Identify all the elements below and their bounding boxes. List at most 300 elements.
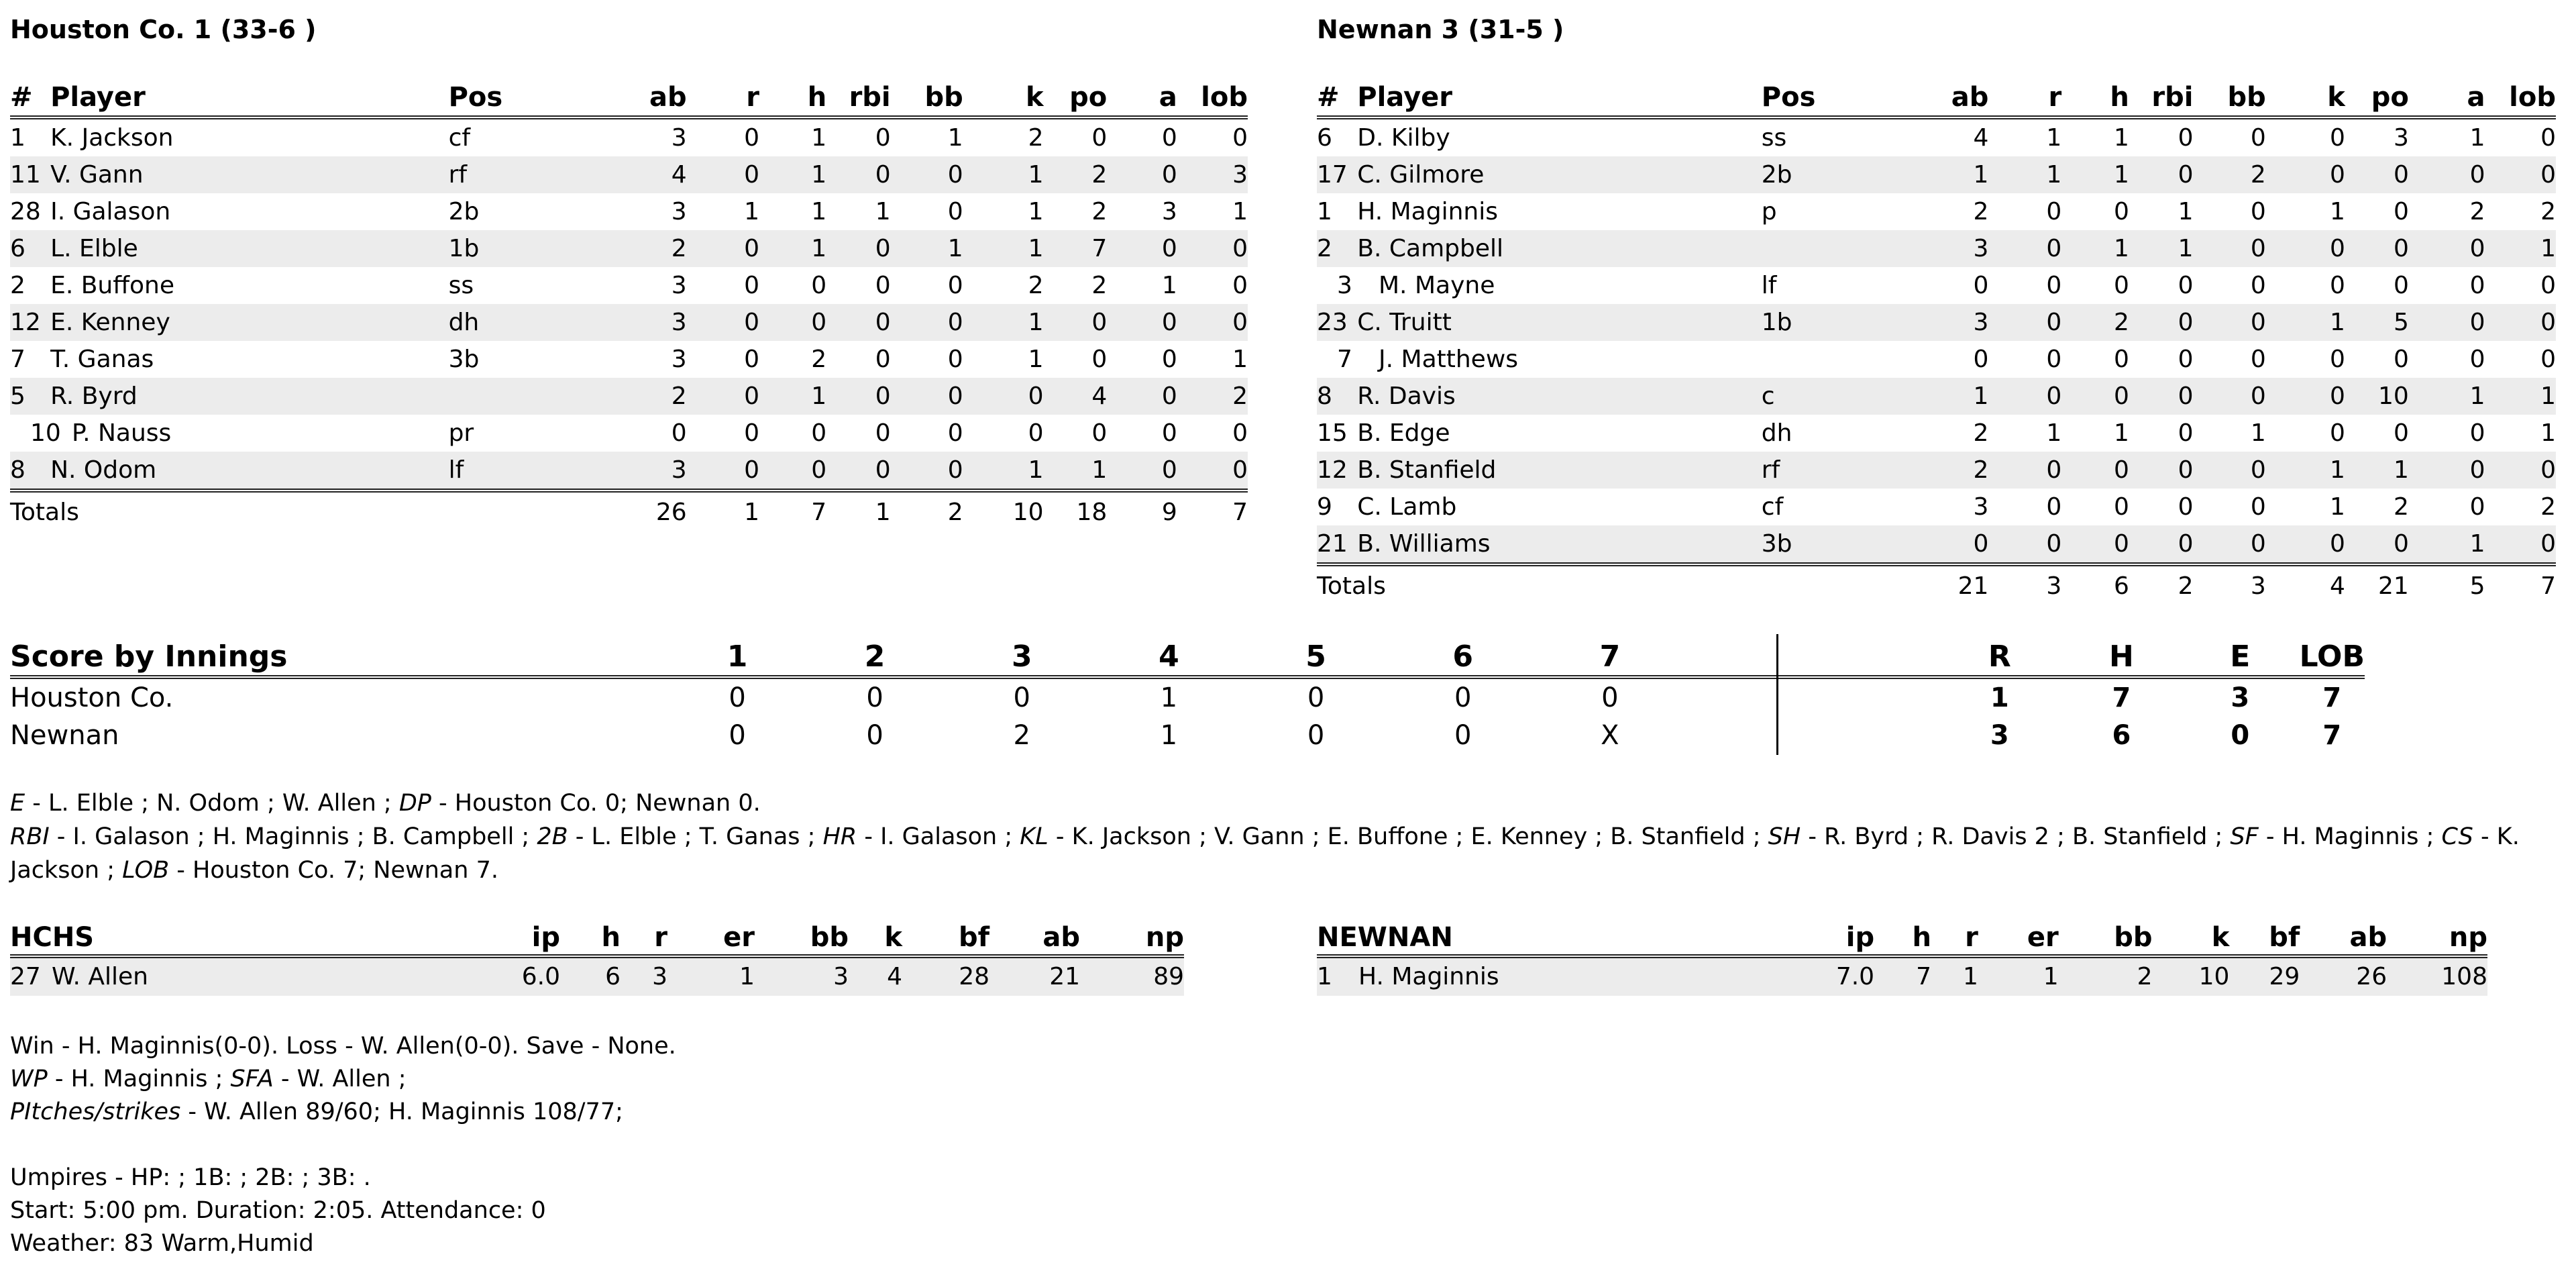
stat-h: 1 bbox=[759, 378, 826, 415]
game-footer bbox=[10, 1030, 676, 1260]
stat-ab: 3 bbox=[671, 272, 687, 299]
stat-h: 1 bbox=[759, 230, 826, 267]
home-col-po: po bbox=[2345, 75, 2409, 117]
stat-a: 0 bbox=[1107, 304, 1177, 341]
innings-divider bbox=[1776, 634, 1778, 755]
away-col-ab: ab bbox=[543, 75, 686, 117]
player-name: L. Elble bbox=[50, 230, 448, 267]
summary-header-h: H bbox=[2062, 636, 2181, 677]
away-col-po: po bbox=[1044, 75, 1108, 117]
stat-k: 0 bbox=[2266, 378, 2345, 415]
pitch-stat-er: 1 bbox=[667, 956, 755, 996]
note-label-sh: SH bbox=[1768, 823, 1801, 850]
stat-ab: 4 bbox=[1973, 124, 1989, 152]
stat-r: 1 bbox=[2046, 419, 2062, 447]
stat-r: 0 bbox=[687, 452, 759, 491]
inning-header-2: 2 bbox=[802, 636, 949, 677]
stat-ab: 0 bbox=[1973, 346, 1989, 373]
away-pcol-bf: bf bbox=[902, 918, 989, 956]
stat-po: 3 bbox=[2393, 124, 2409, 152]
stat-r: 0 bbox=[1988, 304, 2061, 341]
stat-k: 0 bbox=[2266, 525, 2345, 564]
innings-header-row bbox=[10, 636, 2365, 677]
total-rbi: 2 bbox=[2129, 564, 2194, 605]
stat-a: 2 bbox=[2469, 198, 2485, 225]
note-label-rbi: RBI bbox=[10, 823, 50, 850]
inning-score-1: 0 bbox=[729, 720, 746, 751]
stat-bb: 0 bbox=[891, 156, 963, 193]
stat-a: 0 bbox=[2469, 346, 2485, 373]
wp-label: WP bbox=[10, 1066, 48, 1092]
home-pcol-bb: bb bbox=[2059, 918, 2153, 956]
home-col-k: k bbox=[2266, 75, 2345, 117]
totals-label: Totals bbox=[1317, 564, 1857, 605]
away-col-a: a bbox=[1107, 75, 1177, 117]
innings-team-row bbox=[10, 717, 2365, 754]
stat-bb: 0 bbox=[947, 419, 963, 447]
innings-title: Score by Innings bbox=[10, 636, 674, 677]
stat-rbi: 0 bbox=[826, 378, 890, 415]
stat-rbi: 0 bbox=[2129, 156, 2194, 193]
total-r: 3 bbox=[1988, 564, 2061, 605]
stat-h: 0 bbox=[2113, 198, 2129, 225]
player-number: 28 bbox=[10, 198, 41, 225]
pitcher-row bbox=[1317, 956, 2487, 996]
table-row bbox=[1317, 230, 2556, 267]
home-pcol-k: k bbox=[2153, 918, 2230, 956]
note-text: - L. Elble ; T. Ganas ; bbox=[568, 823, 823, 850]
summary-h: 7 bbox=[2112, 682, 2131, 713]
player-number: 1 bbox=[10, 124, 25, 152]
away-pcol-ab: ab bbox=[989, 918, 1080, 956]
home-col-num: # bbox=[1317, 75, 1357, 117]
player-name: P. Nauss bbox=[72, 419, 172, 447]
stat-k: 0 bbox=[963, 378, 1044, 415]
table-row bbox=[1317, 117, 2556, 156]
stat-ab: 2 bbox=[1973, 198, 1989, 225]
totals-row bbox=[10, 491, 1248, 531]
note-text: - I. Galason ; H. Maginnis ; B. Campbell ; bbox=[49, 823, 537, 850]
away-pcol-h: h bbox=[560, 918, 621, 956]
pitch-stat-np: 108 bbox=[2387, 956, 2487, 996]
summary-header-lob: LOB bbox=[2300, 636, 2365, 677]
stat-po: 10 bbox=[2345, 378, 2409, 415]
stat-a: 1 bbox=[2469, 124, 2485, 152]
note-text: - K. Jackson ; V. Gann ; E. Buffone ; E. Kenney ; B. Stanfield ; bbox=[1048, 823, 1768, 850]
table-row bbox=[1317, 489, 2556, 525]
total-h: 6 bbox=[2061, 564, 2129, 605]
stat-h: 1 bbox=[2113, 419, 2129, 447]
stat-a: 1 bbox=[2409, 378, 2485, 415]
stat-h: 2 bbox=[811, 346, 827, 373]
notes-line-batting bbox=[10, 820, 2566, 887]
player-name: R. Davis bbox=[1357, 378, 1762, 415]
player-position: 1b bbox=[449, 230, 544, 267]
pitch-stat-r: 1 bbox=[1931, 956, 1978, 996]
stat-lob: 1 bbox=[2485, 230, 2556, 267]
table-row bbox=[10, 193, 1248, 230]
stat-bb: 1 bbox=[891, 230, 963, 267]
player-name: E. Kenney bbox=[50, 304, 448, 341]
stat-h: 0 bbox=[759, 304, 826, 341]
player-position: cf bbox=[448, 124, 471, 152]
player-number: 1 bbox=[1317, 198, 1332, 225]
stat-rbi: 0 bbox=[2178, 124, 2194, 152]
stat-r: 0 bbox=[687, 378, 759, 415]
table-row bbox=[1317, 267, 2556, 304]
player-name: B. Williams bbox=[1357, 525, 1762, 564]
pitch-stat-ip: 7.0 bbox=[1836, 956, 1874, 996]
stat-rbi: 0 bbox=[2178, 493, 2194, 521]
stat-r: 0 bbox=[687, 156, 759, 193]
stat-rbi: 0 bbox=[2129, 452, 2194, 489]
pitch-stat-np: 89 bbox=[1080, 956, 1184, 996]
player-position: rf bbox=[449, 156, 544, 193]
stat-po: 2 bbox=[1091, 198, 1108, 225]
pitch-stat-k: 4 bbox=[849, 956, 902, 996]
stat-lob: 0 bbox=[1177, 304, 1248, 341]
pitcher-number: 27 bbox=[10, 963, 41, 990]
stat-a: 0 bbox=[2409, 156, 2485, 193]
player-number: 21 bbox=[1317, 525, 1357, 564]
home-col-player: Player bbox=[1357, 75, 1762, 117]
total-bb: 2 bbox=[891, 491, 963, 531]
pitch-stat-bb: 2 bbox=[2059, 956, 2153, 996]
stat-k: 1 bbox=[1028, 346, 1044, 373]
stat-r: 0 bbox=[744, 346, 759, 373]
home-col-lob: lob bbox=[2485, 75, 2556, 117]
stat-bb: 0 bbox=[947, 198, 963, 225]
stat-k: 0 bbox=[2330, 419, 2345, 447]
player-number: 9 bbox=[1317, 493, 1332, 521]
stat-rbi: 0 bbox=[2129, 378, 2194, 415]
stat-r: 0 bbox=[1988, 230, 2061, 267]
player-position: 2b bbox=[1762, 156, 1857, 193]
inning-score-4: 1 bbox=[1160, 682, 1178, 713]
stat-ab: 0 bbox=[1973, 272, 1989, 299]
stat-r: 0 bbox=[2046, 493, 2062, 521]
inning-header-1: 1 bbox=[674, 636, 802, 677]
player-cell bbox=[1317, 267, 1762, 304]
total-h: 7 bbox=[759, 491, 826, 531]
pitch-stat-bb: 3 bbox=[755, 956, 849, 996]
pitch-stat-bf: 29 bbox=[2229, 956, 2300, 996]
player-number: 11 bbox=[10, 156, 50, 193]
stat-h: 0 bbox=[2113, 272, 2129, 299]
player-number: 15 bbox=[1317, 419, 1348, 447]
home-pcol-np: np bbox=[2387, 918, 2487, 956]
stat-a: 0 bbox=[1161, 419, 1177, 447]
stat-po: 5 bbox=[2345, 304, 2409, 341]
stat-a: 0 bbox=[2409, 304, 2485, 341]
player-position bbox=[1762, 341, 1857, 378]
home-batting-table bbox=[1317, 75, 2556, 605]
stat-r: 0 bbox=[1988, 525, 2061, 564]
stat-ab: 0 bbox=[671, 419, 687, 447]
stat-po: 4 bbox=[1044, 378, 1108, 415]
stat-lob: 3 bbox=[1177, 156, 1248, 193]
stat-ab: 3 bbox=[1857, 230, 1989, 267]
table-row bbox=[1317, 304, 2556, 341]
stat-k: 1 bbox=[963, 452, 1044, 491]
player-name: E. Buffone bbox=[50, 272, 175, 299]
stat-lob: 0 bbox=[2485, 304, 2556, 341]
summary-e: 0 bbox=[2231, 720, 2250, 751]
stat-bb: 0 bbox=[891, 304, 963, 341]
summary-lob: 7 bbox=[2322, 682, 2342, 713]
away-pcol-er: er bbox=[667, 918, 755, 956]
away-pcol-r: r bbox=[621, 918, 667, 956]
summary-h: 6 bbox=[2112, 720, 2131, 751]
player-number: 8 bbox=[10, 452, 50, 491]
away-rows bbox=[10, 117, 1248, 531]
player-name: C. Lamb bbox=[1357, 493, 1457, 521]
inning-score-7: X bbox=[1601, 720, 1619, 751]
home-pitching-header bbox=[1317, 918, 2487, 956]
stat-rbi: 0 bbox=[2178, 346, 2194, 373]
pitcher-number: 1 bbox=[1317, 963, 1332, 990]
stat-a: 0 bbox=[1107, 452, 1177, 491]
decisions-line: Win - H. Maginnis(0-0). Loss - W. Allen(0-0). Save - None. bbox=[10, 1033, 676, 1060]
stat-rbi: 0 bbox=[2178, 272, 2194, 299]
stat-bb: 0 bbox=[2250, 124, 2266, 152]
inning-score-5: 0 bbox=[1307, 682, 1325, 713]
totals-label: Totals bbox=[10, 491, 543, 531]
stat-po: 0 bbox=[1091, 346, 1108, 373]
stat-k: 0 bbox=[2266, 156, 2345, 193]
stat-rbi: 0 bbox=[875, 346, 891, 373]
summary-header-r: R bbox=[1937, 636, 2062, 677]
stat-h: 0 bbox=[2061, 525, 2129, 564]
player-name: N. Odom bbox=[50, 452, 448, 491]
total-ab: 26 bbox=[543, 491, 686, 531]
stat-lob: 2 bbox=[2540, 198, 2556, 225]
stat-k: 1 bbox=[2330, 198, 2345, 225]
player-name: B. Edge bbox=[1357, 419, 1450, 447]
stat-a: 0 bbox=[1107, 230, 1177, 267]
inning-score-7: 0 bbox=[1601, 682, 1619, 713]
innings-team-row bbox=[10, 677, 2365, 717]
pitcher-cell bbox=[1317, 956, 1836, 996]
away-col-player: Player bbox=[50, 75, 448, 117]
stat-a: 3 bbox=[1161, 198, 1177, 225]
stat-lob: 0 bbox=[1232, 272, 1248, 299]
inning-score-6: 0 bbox=[1454, 720, 1472, 751]
total-a: 5 bbox=[2409, 564, 2485, 605]
pitch-stat-ab: 26 bbox=[2300, 956, 2387, 996]
player-name: R. Byrd bbox=[50, 378, 448, 415]
stat-h: 1 bbox=[759, 156, 826, 193]
stat-po: 0 bbox=[2345, 230, 2409, 267]
stat-ab: 3 bbox=[543, 452, 686, 491]
player-number: 10 bbox=[30, 419, 61, 447]
stat-a: 0 bbox=[2409, 452, 2485, 489]
home-col-a: a bbox=[2409, 75, 2485, 117]
stat-bb: 0 bbox=[2193, 378, 2265, 415]
notes-line-errors bbox=[10, 786, 2566, 820]
inning-header-3: 3 bbox=[949, 636, 1095, 677]
table-row bbox=[1317, 452, 2556, 489]
inning-score-5: 0 bbox=[1307, 720, 1325, 751]
stat-lob: 0 bbox=[1232, 124, 1248, 152]
player-name: V. Gann bbox=[50, 156, 448, 193]
player-position: pr bbox=[448, 419, 474, 447]
home-pcol-ip: ip bbox=[1836, 918, 1874, 956]
note-label-kl: KL bbox=[1020, 823, 1049, 850]
stat-k: 1 bbox=[1028, 198, 1044, 225]
player-position: rf bbox=[1762, 452, 1857, 489]
note-text: - L. Elble ; N. Odom ; W. Allen ; bbox=[25, 790, 399, 817]
pitch-stat-er: 1 bbox=[1978, 956, 2059, 996]
stat-po: 0 bbox=[2345, 525, 2409, 564]
stat-k: 2 bbox=[1028, 272, 1044, 299]
stat-k: 1 bbox=[2266, 452, 2345, 489]
pitcher-name: W. Allen bbox=[52, 963, 148, 990]
total-k: 4 bbox=[2266, 564, 2345, 605]
stat-rbi: 1 bbox=[2129, 230, 2194, 267]
stat-po: 2 bbox=[1044, 156, 1108, 193]
stat-k: 0 bbox=[2330, 272, 2345, 299]
total-po: 21 bbox=[2345, 564, 2409, 605]
table-row bbox=[1317, 415, 2556, 452]
pitch-stat-r: 3 bbox=[621, 956, 667, 996]
total-lob: 7 bbox=[1177, 491, 1248, 531]
stat-lob: 2 bbox=[2540, 493, 2556, 521]
inning-score-2: 0 bbox=[866, 720, 883, 751]
stat-r: 0 bbox=[2046, 346, 2062, 373]
stat-lob: 0 bbox=[2485, 156, 2556, 193]
player-name: D. Kilby bbox=[1357, 124, 1450, 152]
game-notes bbox=[10, 786, 2566, 887]
stat-rbi: 0 bbox=[826, 156, 890, 193]
stat-bb: 1 bbox=[2250, 419, 2266, 447]
away-col-bb: bb bbox=[891, 75, 963, 117]
away-pcol-ip: ip bbox=[520, 918, 560, 956]
stat-rbi: 0 bbox=[2178, 419, 2194, 447]
innings-gap bbox=[1683, 636, 1937, 677]
note-label-e: E bbox=[10, 790, 25, 817]
wp-text: - H. Maginnis ; bbox=[47, 1066, 231, 1092]
stat-rbi: 0 bbox=[875, 419, 891, 447]
summary-r: 3 bbox=[1990, 720, 2009, 751]
table-row bbox=[10, 267, 1248, 304]
stat-bb: 2 bbox=[2193, 156, 2265, 193]
away-pitching-rows bbox=[10, 956, 1184, 996]
stat-rbi: 0 bbox=[875, 124, 891, 152]
stat-rbi: 0 bbox=[826, 230, 890, 267]
stat-h: 0 bbox=[2113, 493, 2129, 521]
player-number: 3 bbox=[1337, 272, 1352, 299]
home-col-h: h bbox=[2061, 75, 2129, 117]
away-col-num: # bbox=[10, 75, 50, 117]
home-pcol-h: h bbox=[1874, 918, 1931, 956]
away-header-row bbox=[10, 75, 1248, 117]
away-col-lob: lob bbox=[1177, 75, 1248, 117]
stat-k: 2 bbox=[1028, 124, 1044, 152]
stat-rbi: 0 bbox=[826, 304, 890, 341]
innings-team-name: Newnan bbox=[10, 720, 119, 751]
home-header-row bbox=[1317, 75, 2556, 117]
player-number: 6 bbox=[10, 230, 50, 267]
stat-po: 2 bbox=[1091, 272, 1108, 299]
table-row bbox=[1317, 341, 2556, 378]
stat-lob: 1 bbox=[2540, 419, 2556, 447]
player-name: J. Matthews bbox=[1379, 346, 1519, 373]
stat-r: 0 bbox=[1988, 452, 2061, 489]
stat-a: 0 bbox=[2469, 493, 2485, 521]
spacer bbox=[10, 1129, 676, 1162]
stat-lob: 0 bbox=[1177, 452, 1248, 491]
home-pcol-ab: ab bbox=[2300, 918, 2387, 956]
stat-a: 0 bbox=[2409, 230, 2485, 267]
note-label-lob: LOB bbox=[122, 857, 170, 884]
player-number: 5 bbox=[10, 378, 50, 415]
stat-a: 1 bbox=[2409, 525, 2485, 564]
weather-line: Weather: 83 Warm,Humid bbox=[10, 1230, 314, 1257]
stat-h: 0 bbox=[811, 419, 827, 447]
stat-po: 1 bbox=[2345, 452, 2409, 489]
stat-bb: 1 bbox=[947, 124, 963, 152]
stat-ab: 2 bbox=[1973, 419, 1989, 447]
note-text: - Houston Co. 7; Newnan 7. bbox=[169, 857, 498, 884]
stat-h: 0 bbox=[2113, 346, 2129, 373]
stat-a: 1 bbox=[1161, 272, 1177, 299]
stat-po: 0 bbox=[2393, 272, 2409, 299]
player-name: C. Gilmore bbox=[1357, 156, 1762, 193]
player-cell bbox=[1317, 341, 1762, 378]
pitch-stat-ab: 21 bbox=[989, 956, 1080, 996]
stat-ab: 0 bbox=[1857, 525, 1989, 564]
player-position: dh bbox=[1761, 419, 1792, 447]
player-position: 3b bbox=[448, 346, 480, 373]
player-number: 2 bbox=[1317, 230, 1357, 267]
player-name: C. Truitt bbox=[1357, 304, 1762, 341]
table-row bbox=[10, 452, 1248, 491]
stat-po: 0 bbox=[2393, 346, 2409, 373]
summary-header-e: E bbox=[2181, 636, 2300, 677]
total-r: 1 bbox=[687, 491, 759, 531]
inning-score-4: 1 bbox=[1160, 720, 1178, 751]
away-pcol-bb: bb bbox=[755, 918, 849, 956]
stat-ab: 2 bbox=[543, 378, 686, 415]
player-number: 17 bbox=[1317, 156, 1357, 193]
home-pitching-rows bbox=[1317, 956, 2487, 996]
stat-r: 0 bbox=[687, 230, 759, 267]
note-label-dp: DP bbox=[398, 790, 431, 817]
stat-k: 1 bbox=[963, 156, 1044, 193]
pitcher-cell bbox=[10, 956, 520, 996]
stat-bb: 0 bbox=[2250, 272, 2266, 299]
stat-lob: 0 bbox=[2540, 272, 2556, 299]
home-col-r: r bbox=[1988, 75, 2061, 117]
stat-rbi: 0 bbox=[875, 272, 891, 299]
stat-ab: 1 bbox=[1857, 378, 1989, 415]
inning-score-1: 0 bbox=[729, 682, 746, 713]
stat-rbi: 1 bbox=[2178, 198, 2194, 225]
stat-po: 0 bbox=[2393, 419, 2409, 447]
stat-bb: 0 bbox=[2250, 493, 2266, 521]
player-position: 1b bbox=[1762, 304, 1857, 341]
player-position bbox=[1762, 230, 1857, 267]
player-position: c bbox=[1762, 378, 1857, 415]
start-line: Start: 5:00 pm. Duration: 2:05. Attendance: 0 bbox=[10, 1197, 546, 1224]
summary-e: 3 bbox=[2231, 682, 2250, 713]
inning-header-7: 7 bbox=[1536, 636, 1683, 677]
stat-rbi: 1 bbox=[875, 198, 891, 225]
stat-a: 0 bbox=[1107, 156, 1177, 193]
stat-k: 1 bbox=[963, 304, 1044, 341]
table-row bbox=[1317, 193, 2556, 230]
